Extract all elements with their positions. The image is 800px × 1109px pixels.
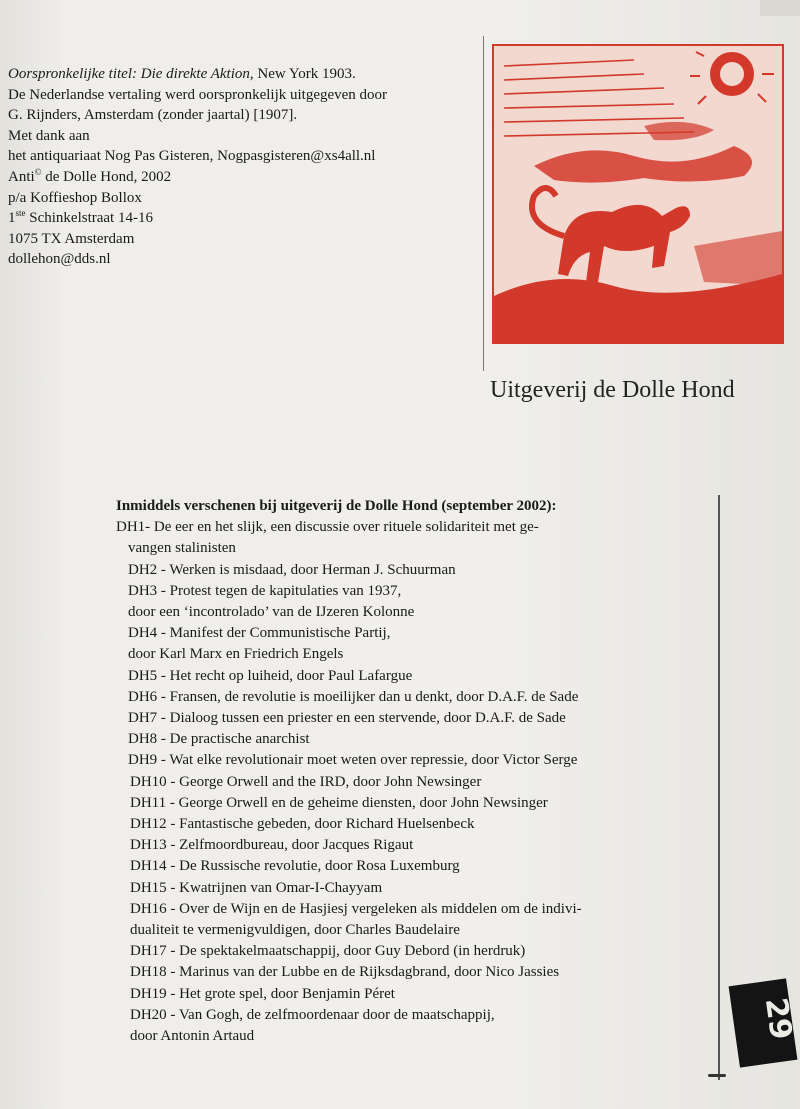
colophon-thanks: Met dank aan	[8, 127, 90, 144]
dog-woodcut-illustration	[492, 44, 784, 344]
woodcut-drawing	[494, 46, 782, 342]
colophon-address-street	[8, 208, 488, 229]
catalog-list	[116, 496, 716, 1047]
anti-prefix: Anti	[8, 168, 35, 185]
catalog-line: DH9 - Wat elke revolutionair moet weten over repressie, door Victor Serge	[128, 752, 578, 769]
colophon-address-city: 1075 TX Amsterdam	[8, 230, 135, 247]
scan-edge	[760, 0, 800, 16]
catalog-line: DH13 - Zelfmoordbureau, door Jacques Rigaut	[130, 837, 414, 854]
catalog-line: DH12 - Fantastische gebeden, door Richard Huelsenbeck	[130, 816, 475, 833]
colophon-original-title	[8, 64, 488, 85]
catalog-line: DH1- De eer en het slijk, een discussie over rituele solidariteit met ge-	[116, 519, 539, 536]
ink-mark	[708, 1074, 726, 1077]
catalog-line: DH3 - Protest tegen de kapitulaties van 1937,	[128, 582, 402, 599]
catalog-line: DH8 - De practische anarchist	[128, 731, 310, 748]
library-stamp	[729, 978, 798, 1067]
copyright-holder: de Dolle Hond, 2002	[41, 168, 172, 185]
catalog-line: DH10 - George Orwell and the IRD, door John Newsinger	[130, 773, 482, 790]
catalog-line: DH11 - George Orwell en de geheime diensten, door John Newsinger	[130, 794, 548, 811]
catalog-line: door Karl Marx en Friedrich Engels	[128, 646, 344, 663]
catalog-line: DH7 - Dialoog tussen een priester en een stervende, door D.A.F. de Sade	[128, 710, 566, 727]
colophon-address-care-of: p/a Koffieshop Bollox	[8, 189, 142, 206]
catalog-line: DH6 - Fransen, de revolutie is moeilijker dan u denkt, door D.A.F. de Sade	[128, 688, 579, 705]
catalog-entries	[116, 517, 716, 1047]
stamp-number: 29	[757, 995, 799, 1042]
catalog-line: DH17 - De spektakelmaatschappij, door Guy Debord (in herdruk)	[130, 943, 526, 960]
catalog-line: vangen stalinisten	[128, 540, 236, 557]
catalog-line: dualiteit te vermenigvuldigen, door Charles Baudelaire	[130, 922, 460, 939]
colophon-antiquariaat: het antiquariaat Nog Pas Gisteren, Nogpasgisteren@xs4all.nl	[8, 148, 376, 165]
catalog-heading: Inmiddels verschenen bij uitgeverij de Dolle Hond (september 2002):	[116, 498, 557, 514]
catalog-line: DH19 - Het grote spel, door Benjamin Péret	[130, 985, 395, 1002]
catalog-line: DH14 - De Russische revolutie, door Rosa Luxemburg	[130, 858, 460, 875]
colophon-original-publisher: G. Rijnders, Amsterdam (zonder jaartal) [1907].	[8, 107, 298, 124]
copyright-symbol: ©	[34, 166, 42, 177]
catalog-side-rule	[718, 495, 720, 1080]
street-ordinal: ste	[15, 208, 26, 219]
catalog-line: DH5 - Het recht op luiheid, door Paul Lafargue	[128, 667, 413, 684]
street-name: Schinkelstraat 14-16	[25, 210, 153, 227]
original-title: Die direkte Aktion	[140, 66, 250, 82]
catalog-line: door Antonin Artaud	[130, 1028, 255, 1045]
original-place-year: , New York 1903.	[249, 66, 356, 82]
catalog-line: DH2 - Werken is misdaad, door Herman J. Schuurman	[128, 561, 456, 578]
street-number: 1	[8, 210, 16, 227]
catalog-line: door een ‘incontrolado’ van de IJzeren Kolonne	[128, 604, 415, 621]
colophon-translation-note: De Nederlandse vertaling werd oorspronkelijk uitgegeven door	[8, 86, 388, 103]
catalog-line: DH18 - Marinus van der Lubbe en de Rijksdagbrand, door Nico Jassies	[130, 964, 560, 981]
catalog-line: DH16 - Over de Wijn en de Hasjiesj vergeleken als middelen om de indivi-	[130, 900, 582, 917]
catalog-line: DH4 - Manifest der Communistische Partij,	[128, 625, 391, 642]
colophon-copyright	[8, 167, 488, 188]
catalog-line: DH20 - Van Gogh, de zelfmoordenaar door de maatschappij,	[130, 1006, 495, 1023]
vertical-rule	[483, 36, 484, 371]
colophon	[8, 64, 488, 270]
publisher-name: Uitgeverij de Dolle Hond	[490, 377, 735, 403]
label-prefix: Oorspronkelijke titel:	[8, 66, 141, 82]
colophon-email: dollehon@dds.nl	[8, 251, 111, 268]
catalog-line: DH15 - Kwatrijnen van Omar-I-Chayyam	[130, 879, 383, 896]
